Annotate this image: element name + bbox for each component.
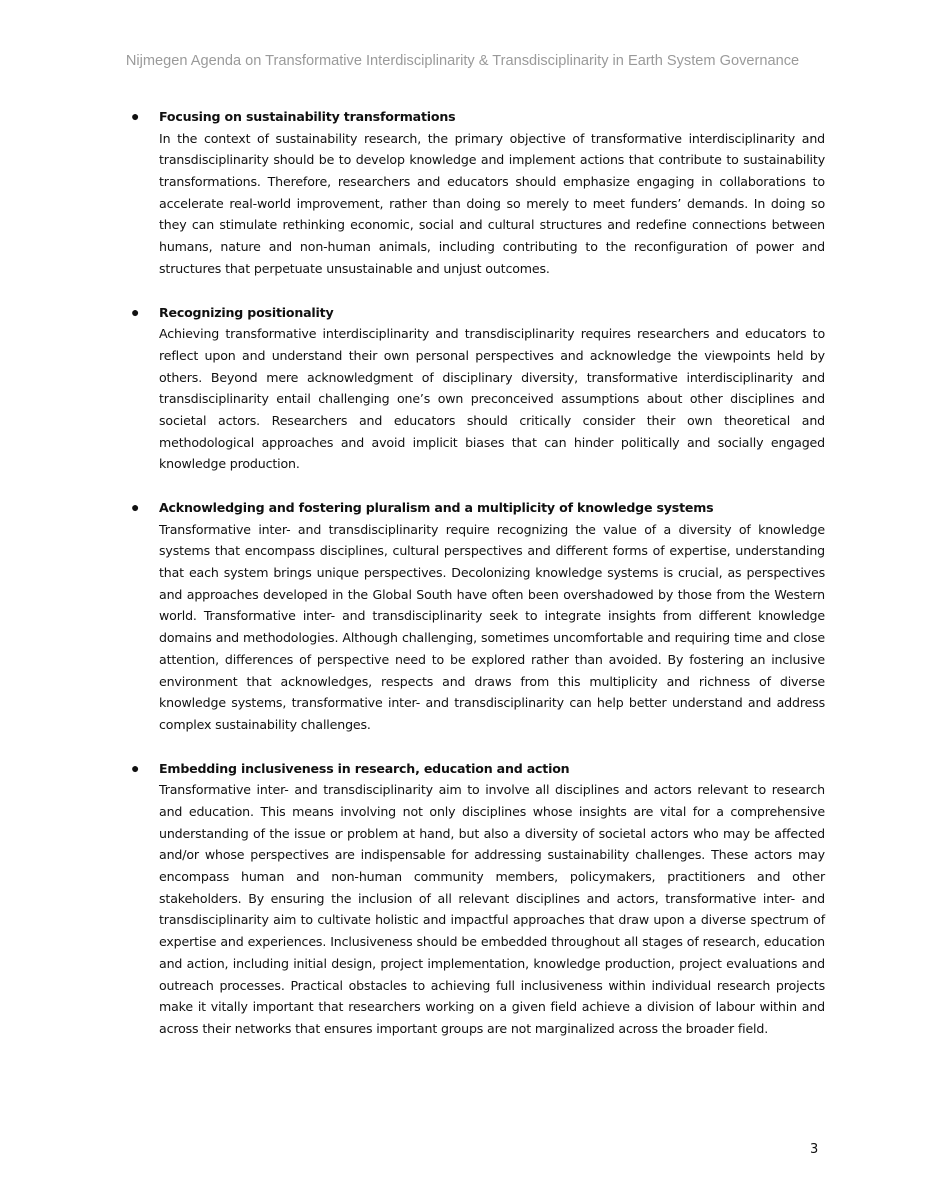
document-body <box>131 106 825 1062</box>
section-positionality <box>131 302 825 476</box>
section-sustainability-transformations <box>131 106 825 280</box>
section-body: In the context of sustainability research, the primary objective of transformative interdisciplinarity and transdisciplinarity should be to develop knowledge and implement actions that contribute to sustainability transformations. Therefore, researchers and educators should emphasize engaging in collaborations to accelerate real-world improvement, rather than doing so merely to meet funders’ demands. In doing so they can stimulate rethinking economic, social and cultural structures and redefine connections between humans, nature and non-human animals, including contributing to the reconfiguration of power and structures that perpetuate unsustainable and unjust outcomes. <box>159 130 825 276</box>
section-title: Focusing on sustainability transformations <box>159 109 456 124</box>
bullet-icon: ● <box>131 108 140 124</box>
section-title: Recognizing positionality <box>159 304 334 320</box>
bullet-icon: ● <box>131 303 140 320</box>
section-inclusiveness <box>131 758 825 1040</box>
bullet-icon: ● <box>131 759 140 776</box>
section-title: Embedding inclusiveness in research, education and action <box>159 760 570 776</box>
page-number: 3 <box>810 1142 819 1157</box>
section-body: Transformative inter- and transdisciplinarity aim to involve all disciplines and actors relevant to research and education. This means involving not only disciplines whose insights are vital for a comprehensive understanding of the issue or problem at hand, but also a diversity of societal actors who may be affected and/or whose perspectives are indispensable for addressing sustainability challenges. These actors may encompass human and non-human community members, policymakers, practitioners and other stakeholders. By ensuring the inclusion of all relevant disciplines and actors, transformative inter- and transdisciplinarity aim to cultivate holistic and impactful approaches that draw upon a diverse spectrum of expertise and experiences. Inclusiveness should be embedded throughout all stages of research, education and action, including initial design, project implementation, knowledge production, project evaluations and outreach processes. Practical obstacles to achieving full inclusiveness within individual research projects make it vitally important that researchers working on a given field achieve a division of labour within and across their networks that ensures important groups are not marginalized across the broader field. <box>159 782 825 1036</box>
section-title: Acknowledging and fostering pluralism and a multiplicity of knowledge systems <box>159 500 714 516</box>
running-header: Nijmegen Agenda on Transformative Interdisciplinarity & Transdisciplinarity in Earth System Governance <box>125 53 800 69</box>
bullet-icon: ● <box>131 499 140 516</box>
section-pluralism <box>131 497 825 736</box>
section-body: Transformative inter- and transdisciplinarity require recognizing the value of a diversity of knowledge systems that encompass disciplines, cultural perspectives and different forms of expertise, understanding that each system brings unique perspectives. Decolonizing knowledge systems is crucial, as perspectives and approaches developed in the Global South have often been overshadowed by those from the Western world. Transformative inter- and transdisciplinarity seek to integrate insights from different knowledge domains and methodologies. Although challenging, sometimes uncomfortable and requiring time and close attention, differences of perspective need to be explored rather than avoided. By fostering an inclusive environment that acknowledges, respects and draws from this multiplicity and richness of diverse knowledge systems, transformative inter- and transdisciplinarity can help better understand and address complex sustainability challenges. <box>159 521 825 732</box>
section-body: Achieving transformative interdisciplinarity and transdisciplinarity requires researchers and educators to reflect upon and understand their own personal perspectives and acknowledge the viewpoints held by others. Beyond mere acknowledgment of disciplinary diversity, transformative interdisciplinarity and transdisciplinarity entail challenging one’s own preconceived assumptions about other disciplines and societal actors. Researchers and educators should critically consider their own theoretical and methodological approaches and avoid implicit biases that can hinder politically and socially engaged knowledge production. <box>159 326 825 472</box>
